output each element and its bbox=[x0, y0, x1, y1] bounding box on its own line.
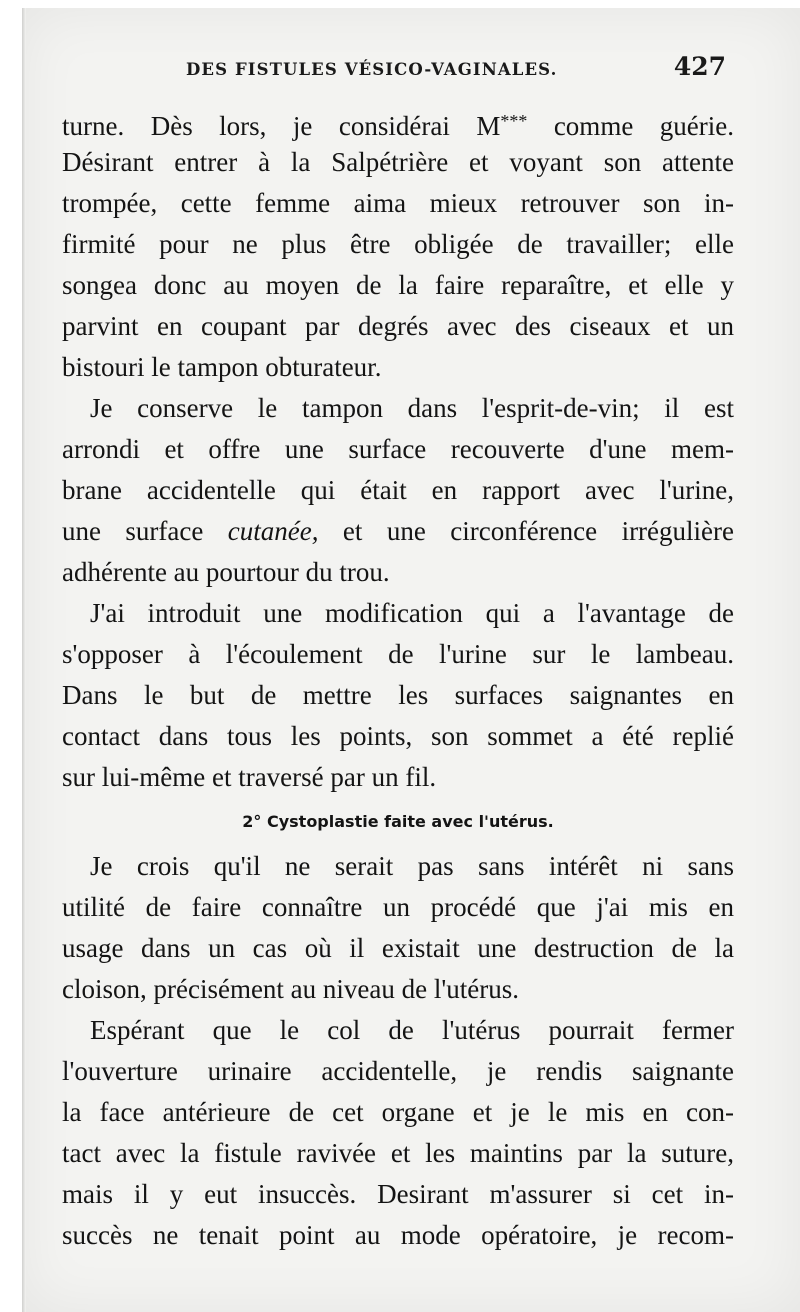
text-line: une surface cutanée, et une circonférence irrégulière bbox=[62, 516, 734, 546]
text-line: usage dans un cas où il existait une destruction de la bbox=[62, 933, 734, 963]
text-line: utilité de faire connaître un procédé que j'ai mis en bbox=[62, 892, 734, 922]
text-line: la face antérieure de cet organe et je le mis en con- bbox=[62, 1097, 734, 1127]
text-line: Je crois qu'il ne serait pas sans intérêt ni sans bbox=[90, 851, 734, 881]
text-line: arrondi et offre une surface recouverte d'une mem- bbox=[62, 434, 734, 464]
text-line: Je conserve le tampon dans l'esprit-de-vin; il est bbox=[90, 393, 734, 423]
text-line: J'ai introduit une modification qui a l'avantage de bbox=[90, 598, 734, 628]
text-line: Dans le but de mettre les surfaces saignantes en bbox=[62, 680, 734, 710]
running-head: DES FISTULES VÉSICO-VAGINALES. bbox=[186, 60, 558, 79]
text-line: tact avec la fistule ravivée et les maintins par la suture, bbox=[62, 1138, 734, 1168]
text-line: trompée, cette femme aima mieux retrouver son in- bbox=[62, 188, 734, 218]
text-line: adhérente au pourtour du trou. bbox=[62, 557, 390, 587]
section-heading: 2° Cystoplastie faite avec l'utérus. bbox=[242, 812, 554, 831]
text-line: brane accidentelle qui était en rapport avec l'urine, bbox=[62, 475, 734, 505]
text-line: cloison, précisément au niveau de l'utérus. bbox=[62, 974, 519, 1004]
page-header bbox=[186, 52, 732, 88]
text-line: succès ne tenait point au mode opératoire, je recom- bbox=[62, 1220, 734, 1250]
superscript: *** bbox=[500, 111, 528, 131]
body-text bbox=[62, 101, 734, 1256]
text-line: Désirant entrer à la Salpétrière et voyant son attente bbox=[62, 147, 734, 177]
text-line: turne. Dès lors, je considérai M*** comme guérie. bbox=[62, 111, 734, 141]
text-line: bistouri le tampon obturateur. bbox=[62, 352, 382, 382]
text-line: songea donc au moyen de la faire reparaître, et elle y bbox=[62, 270, 734, 300]
text-line: mais il y eut insuccès. Desirant m'assurer si cet in- bbox=[62, 1179, 734, 1209]
page-number: 427 bbox=[673, 52, 726, 81]
text-line: sur lui-même et traversé par un fil. bbox=[62, 762, 437, 792]
italic-word: cutanée, bbox=[227, 516, 319, 546]
text-line: parvint en coupant par degrés avec des ciseaux et un bbox=[62, 311, 734, 341]
text-line: firmité pour ne plus être obligée de travailler; elle bbox=[62, 229, 734, 259]
text-line: s'opposer à l'écoulement de l'urine sur le lambeau. bbox=[62, 639, 734, 669]
text-line: Espérant que le col de l'utérus pourrait fermer bbox=[90, 1015, 734, 1045]
text-line: contact dans tous les points, son sommet a été replié bbox=[62, 721, 734, 751]
page-edge bbox=[22, 8, 26, 1312]
text-line: l'ouverture urinaire accidentelle, je rendis saignante bbox=[62, 1056, 734, 1086]
